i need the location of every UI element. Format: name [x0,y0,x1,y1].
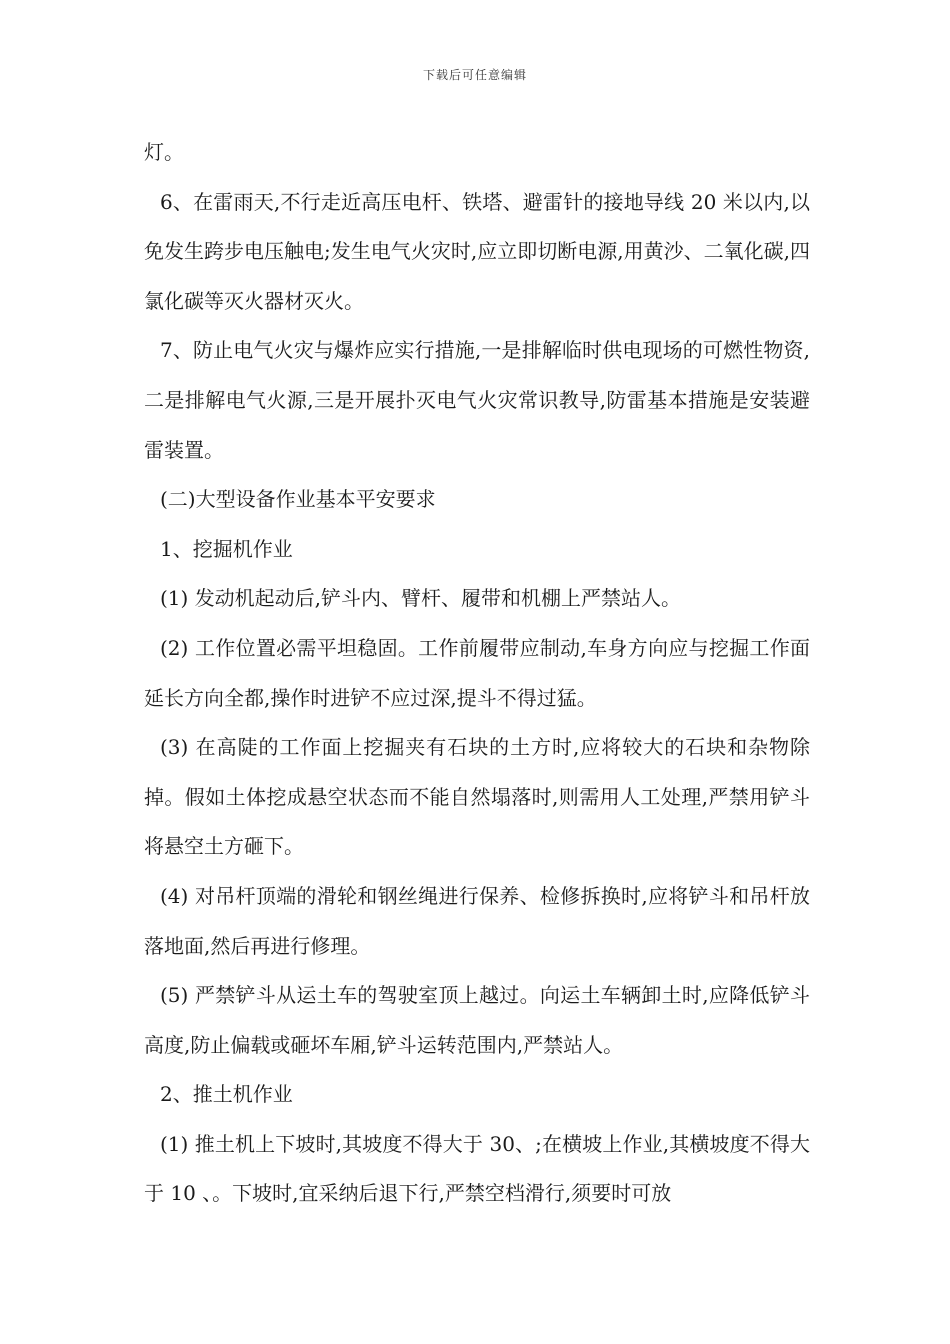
paragraph: (4) 对吊杆顶端的滑轮和钢丝绳进行保养、检修拆换时,应将铲斗和吊杆放落地面,然后再进行修理。 [144,883,810,958]
document-body [144,128,810,1219]
paragraph: 灯。 [144,140,184,164]
paragraph: (2) 工作位置必需平坦稳固。工作前履带应制动,车身方向应与挖掘工作面延长方向全都,操作时进铲不应过深,提斗不得过猛。 [144,635,810,710]
paragraph: (1) 推土机上下坡时,其坡度不得大于 30、;在横坡上作业,其横坡度不得大于 10 、。下坡时,宜采纳后退下行,严禁空档滑行,须要时可放 [144,1131,810,1206]
paragraph: (5) 严禁铲斗从运土车的驾驶室顶上越过。向运土车辆卸土时,应降低铲斗高度,防止偏载或砸坏车厢,铲斗运转范围内,严禁站人。 [144,983,810,1057]
subsection-heading: 1、挖掘机作业 [160,536,293,561]
subsection-heading: 2、推土机作业 [160,1082,293,1107]
paragraph: (1) 发动机起动后,铲斗内、臂杆、履带和机棚上严禁站人。 [160,586,682,611]
page-header: 下载后可任意编辑 [422,68,527,82]
paragraph: 6、在雷雨天,不行走近高压电杆、铁塔、避雷针的接地导线 20 米以内,以免发生跨步电压触电;发生电气火灾时,应立即切断电源,用黄沙、二氧化碳,四氯化碳等灭火器材灭火。 [144,189,810,313]
section-heading: (二)大型设备作业基本平安要求 [160,487,436,512]
paragraph: 7、防止电气火灾与爆炸应实行措施,一是排解临时供电现场的可燃性物资,二是排解电气火源,三是开展扑灭电气火灾常识教导,防雷基本措施是安装避雷装置。 [144,338,810,462]
paragraph: (3) 在高陡的工作面上挖掘夹有石块的土方时,应将较大的石块和杂物除掉。假如土体挖成悬空状态而不能自然塌落时,则需用人工处理,严禁用铲斗将悬空土方砸下。 [144,735,810,859]
